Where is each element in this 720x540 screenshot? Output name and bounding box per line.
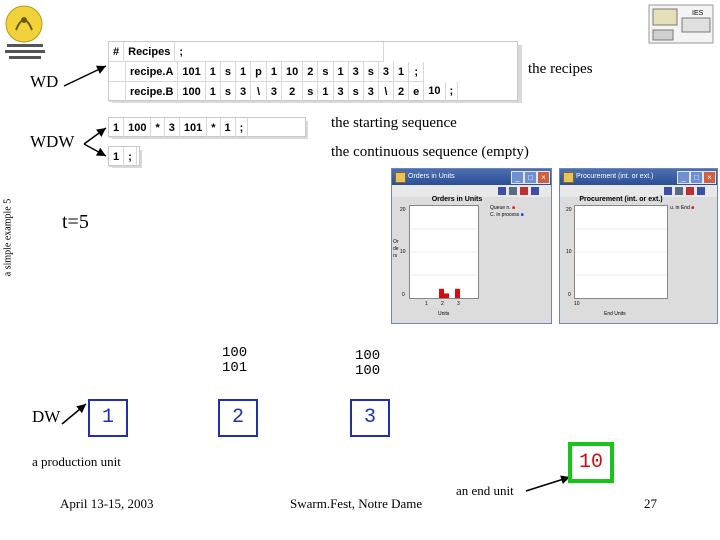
unit3-queue [355,349,380,379]
continuous-sequence-cell[interactable]: ; [124,147,137,167]
production-unit-2[interactable] [218,399,258,437]
recipe-cell[interactable]: 2 [282,82,303,102]
orders-xtick-1: 1 [425,301,428,307]
unit2-queue-line2: 101 [222,360,248,376]
recipes-hash: # [109,42,124,62]
starting-sequence-caption: the starting sequence [331,115,457,131]
recipe-cell[interactable]: p [251,62,267,82]
legend-icon[interactable] [520,187,528,195]
recipe-cell[interactable]: s [363,62,378,82]
recipe-cell[interactable]: 1 [236,62,251,82]
recipe-cell[interactable]: 3 [348,62,363,82]
recipe-cell[interactable]: e [409,82,424,102]
starting-sequence-cell[interactable]: 3 [164,118,179,138]
unit3-queue-line1: 100 [355,348,381,364]
orders-xtick-3: 3 [457,301,460,307]
save-icon[interactable] [498,187,506,195]
starting-sequence-cell[interactable]: * [151,118,164,138]
maximize-button[interactable]: □ [690,171,703,184]
procurement-chart-window[interactable] [559,168,718,324]
orders-legend-process: C. in process ■ [490,212,524,218]
unit3-queue-line2: 100 [355,363,381,379]
continuous-sequence-caption: the continuous sequence (empty) [331,144,529,160]
recipe-cell[interactable]: 1 [318,82,333,102]
orders-legend-queue: Queue n. ■ [490,205,515,211]
unit-1-label: 1 [101,406,114,429]
end-unit-label: 10 [578,451,603,474]
recipe-cell[interactable]: 3 [236,82,251,102]
starting-sequence-cell[interactable]: 1 [220,118,235,138]
wdw-label: WDW [30,132,75,151]
end-unit-arrow [526,477,570,491]
legend-icon[interactable] [686,187,694,195]
maximize-button[interactable]: □ [524,171,537,184]
end-unit-caption: an end unit [456,483,514,498]
starting-sequence-cell[interactable]: * [207,118,220,138]
wd-arrow [64,66,106,86]
procurement-xtick-10: 10 [574,301,580,307]
side-label: a simple example 5 [2,198,14,277]
print-icon[interactable] [675,187,683,195]
recipe-cell[interactable]: 3 [363,82,378,102]
procurement-chart-title: Procurement (int. or ext.) [579,196,663,203]
recipe-cell[interactable]: s [318,62,333,82]
procurement-ytick-10: 10 [566,249,572,255]
procurement-ytick-20: 20 [566,207,572,213]
minimize-button[interactable]: _ [511,171,524,184]
procurement-legend: u. in End ■ [670,205,695,211]
recipe-cell[interactable]: \ [251,82,267,102]
recipe-cell[interactable]: recipe.A [126,62,178,82]
footer-date: April 13-15, 2003 [60,496,154,511]
procurement-plot-area [574,205,668,299]
orders-ylabel: Orders [393,239,399,259]
recipe-cell[interactable]: ; [409,62,424,82]
recipe-cell[interactable]: 1 [394,62,409,82]
minimize-button[interactable]: _ [677,171,690,184]
dw-label: DW [32,407,61,426]
recipe-cell[interactable]: 1 [205,82,220,102]
starting-sequence-cell[interactable]: 101 [179,118,206,138]
starting-sequence-cell[interactable]: 1 [109,118,124,138]
recipe-cell[interactable]: 10 [424,82,445,102]
recipe-cell[interactable]: s [220,62,235,82]
footer-page-number: 27 [644,496,657,511]
recipe-cell[interactable]: \ [378,82,393,102]
recipe-cell[interactable]: recipe.B [126,82,178,102]
procurement-window-title: Procurement (int. or ext.) [576,173,654,180]
recipe-cell[interactable]: s [220,82,235,102]
recipe-cell[interactable]: 101 [178,62,205,82]
orders-xlabel: Units [438,311,450,317]
window-app-icon [563,172,574,183]
procurement-ytick-0: 0 [568,292,571,298]
recipe-cell[interactable]: 2 [394,82,409,102]
orders-bar-cinprocess-unit-2 [444,293,449,298]
starting-sequence-cell[interactable]: 100 [124,118,151,138]
recipes-caption: the recipes [528,61,593,77]
dw-arrow [62,404,86,424]
recipe-cell[interactable]: s [303,82,318,102]
production-unit-1[interactable] [88,399,128,437]
orders-window-title: Orders in Units [408,173,455,180]
production-unit-3[interactable] [350,399,390,437]
unit-3-label: 3 [363,406,376,429]
recipe-cell[interactable]: 1 [266,62,281,82]
recipe-cell[interactable]: 3 [333,82,348,102]
end-unit[interactable] [568,442,614,483]
zoom-icon[interactable] [697,187,705,195]
recipe-cell[interactable]: 1 [333,62,348,82]
print-icon[interactable] [509,187,517,195]
starting-sequence-cell[interactable]: ; [235,118,248,138]
recipe-cell[interactable]: 1 [205,62,220,82]
footer-venue: Swarm.Fest, Notre Dame [290,496,423,511]
recipes-semicolon: ; [175,42,384,62]
recipe-cell[interactable]: 10 [282,62,303,82]
unit2-queue [222,346,247,376]
wd-label: WD [30,72,59,91]
continuous-sequence-cell[interactable]: 1 [109,147,124,167]
recipe-cell[interactable]: s [348,82,363,102]
orders-xtick-2: 2 [441,301,444,307]
unit2-queue-line1: 100 [222,345,248,361]
orders-window-titlebar[interactable] [392,169,551,185]
save-icon[interactable] [664,187,672,195]
recipe-cell[interactable]: 3 [378,62,393,82]
recipe-cell[interactable]: 100 [178,82,205,102]
production-unit-caption: a production unit [32,454,121,469]
wdw-arrow [84,128,106,144]
window-app-icon [395,172,406,183]
svg-text:IES: IES [692,10,704,17]
recipe-cell[interactable]: 2 [303,62,318,82]
orders-plot-area [409,205,479,299]
close-button[interactable]: × [537,171,550,184]
recipe-cell[interactable]: 3 [266,82,281,102]
orders-bar-queuen-unit-3 [455,289,460,298]
zoom-icon[interactable] [531,187,539,195]
time-label: t=5 [62,211,89,233]
orders-ytick-10: 10 [400,249,406,255]
orders-chart-title: Orders in Units [431,196,483,203]
recipe-cell[interactable]: ; [445,82,458,102]
wdw-arrow-2 [84,144,106,156]
orders-bar-queuen-unit-2 [439,289,444,298]
procurement-window-titlebar[interactable] [560,169,717,185]
orders-chart-window[interactable] [391,168,552,324]
recipes-title: Recipes [124,42,175,62]
unit-2-label: 2 [231,406,244,429]
orders-ytick-0: 0 [402,292,405,298]
procurement-xlabel: End Units [604,311,626,317]
close-button[interactable]: × [703,171,716,184]
orders-ytick-20: 20 [400,207,406,213]
